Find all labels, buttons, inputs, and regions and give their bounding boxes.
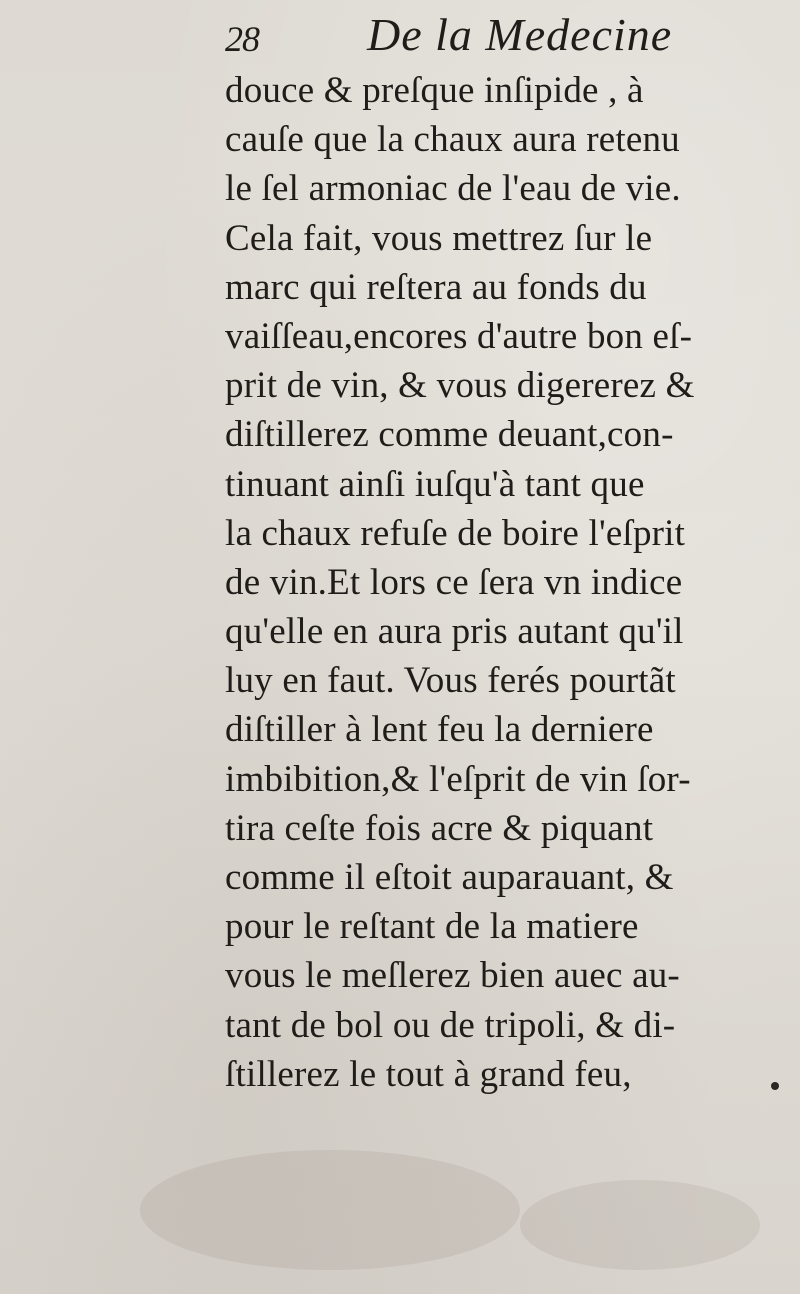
text-line: de vin.Et lors ce ſera vn indice <box>225 561 683 603</box>
text-line: la chaux refuſe de boire l'eſprit <box>225 512 686 554</box>
text-line: le ſel armoniac de l'eau de vie. <box>225 168 681 210</box>
running-title: De la Medecine <box>367 9 673 60</box>
text-line: qu'elle en aura pris autant qu'il <box>225 611 684 653</box>
page-header <box>225 8 785 68</box>
text-line: diſtillerez comme deuant,con- <box>225 414 674 456</box>
ink-fleck <box>771 1082 779 1090</box>
text-line: imbibition,& l'eſprit de vin ſor- <box>225 758 691 800</box>
text-line: tant de bol ou de tripoli, & di- <box>225 1004 676 1046</box>
text-line: cauſe que la chaux aura retenu <box>225 119 680 161</box>
text-line: vous le meſlerez bien auec au- <box>225 955 680 997</box>
paper-stain <box>140 1150 520 1270</box>
text-line: diſtiller à lent feu la derniere <box>225 709 654 751</box>
text-line: ſtillerez le tout à grand feu, <box>225 1053 632 1095</box>
paper-stain <box>520 1180 760 1270</box>
text-line: tira ceſte fois acre & piquant <box>225 807 654 849</box>
text-line: tinuant ainſi iuſqu'à tant que <box>225 463 645 505</box>
text-line: luy en faut. Vous ferés pourtãt <box>225 660 676 702</box>
text-line: pour le reſtant de la matiere <box>225 906 639 948</box>
text-line: douce & preſque inſipide , à <box>225 70 644 111</box>
text-line: marc qui reſtera au fonds du <box>225 266 647 308</box>
text-line: vaiſſeau,encores d'autre bon eſ- <box>225 315 693 357</box>
body-text <box>225 66 785 1099</box>
page-number: 28 <box>225 19 259 59</box>
text-line: comme il eſtoit auparauant, & <box>225 857 674 898</box>
text-line: Cela fait, vous mettrez ſur le <box>225 217 653 259</box>
text-line: prit de vin, & vous digererez & <box>225 365 695 407</box>
